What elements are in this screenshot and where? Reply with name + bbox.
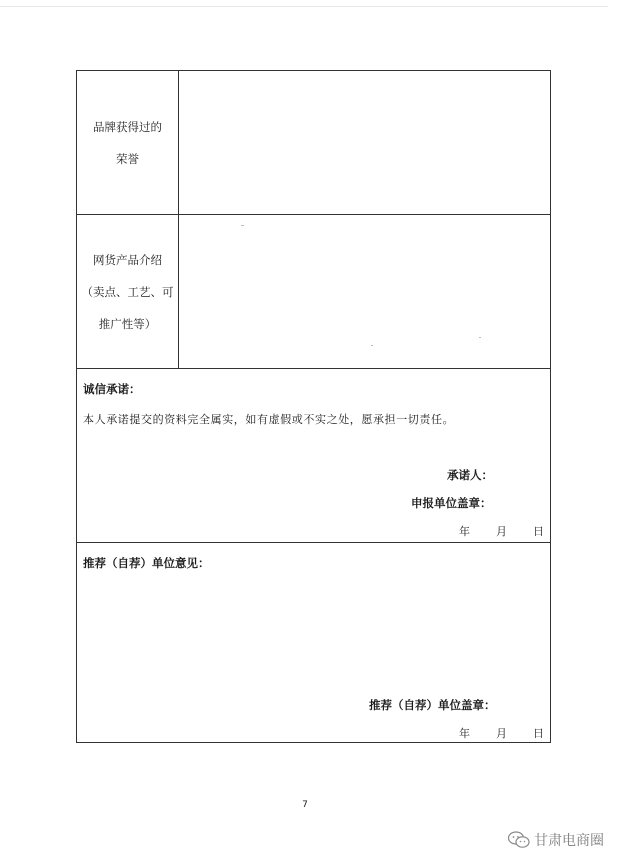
product-intro-label-line1: 网货产品介绍: [93, 252, 162, 267]
page-number: 7: [302, 800, 308, 810]
opinion-date: [459, 725, 544, 741]
brand-honors-label: [77, 71, 179, 214]
recommender-seal-label: 推荐（自荐）单位盖章：: [369, 698, 496, 712]
scan-speck: [371, 345, 373, 346]
recommender-opinion-title: 推荐（自荐）单位意见：: [83, 556, 210, 570]
row-brand-honors: [77, 71, 550, 215]
scan-speck: [479, 337, 481, 338]
row-recommender-opinion: [77, 543, 550, 742]
brand-honors-label-line2: 荣誉: [116, 151, 139, 166]
integrity-promise-title: 诚信承诺：: [83, 382, 141, 396]
scan-edge-line: [0, 6, 608, 7]
product-intro-field[interactable]: [179, 215, 550, 368]
row-integrity-promise: [77, 369, 550, 543]
opinion-date-month: 月: [496, 727, 507, 740]
applicant-seal-label: 申报单位盖章：: [411, 496, 492, 510]
application-form-table: [76, 70, 551, 743]
wechat-watermark: [508, 830, 604, 850]
promise-date-year: 年: [459, 525, 470, 538]
promise-date-month: 月: [496, 525, 507, 538]
promise-date-day: 日: [533, 525, 544, 538]
wechat-icon: [508, 831, 530, 849]
scan-speck: [241, 225, 244, 226]
brand-honors-label-line1: 品牌获得过的: [93, 119, 162, 134]
product-intro-label-line2: （卖点、工艺、可: [81, 284, 174, 299]
opinion-date-year: 年: [459, 727, 470, 740]
promise-date: [459, 523, 544, 539]
watermark-text: 甘肃电商圈: [534, 833, 604, 849]
opinion-date-day: 日: [533, 727, 544, 740]
brand-honors-field[interactable]: [179, 71, 550, 214]
product-intro-label: [77, 215, 179, 368]
integrity-promise-text: 本人承诺提交的资料完全属实，如有虚假或不实之处，愿承担一切责任。: [83, 413, 455, 426]
promiser-label: 承诺人：: [447, 468, 493, 482]
product-intro-label-line3: 推广性等）: [98, 316, 157, 331]
row-product-intro: [77, 215, 550, 369]
